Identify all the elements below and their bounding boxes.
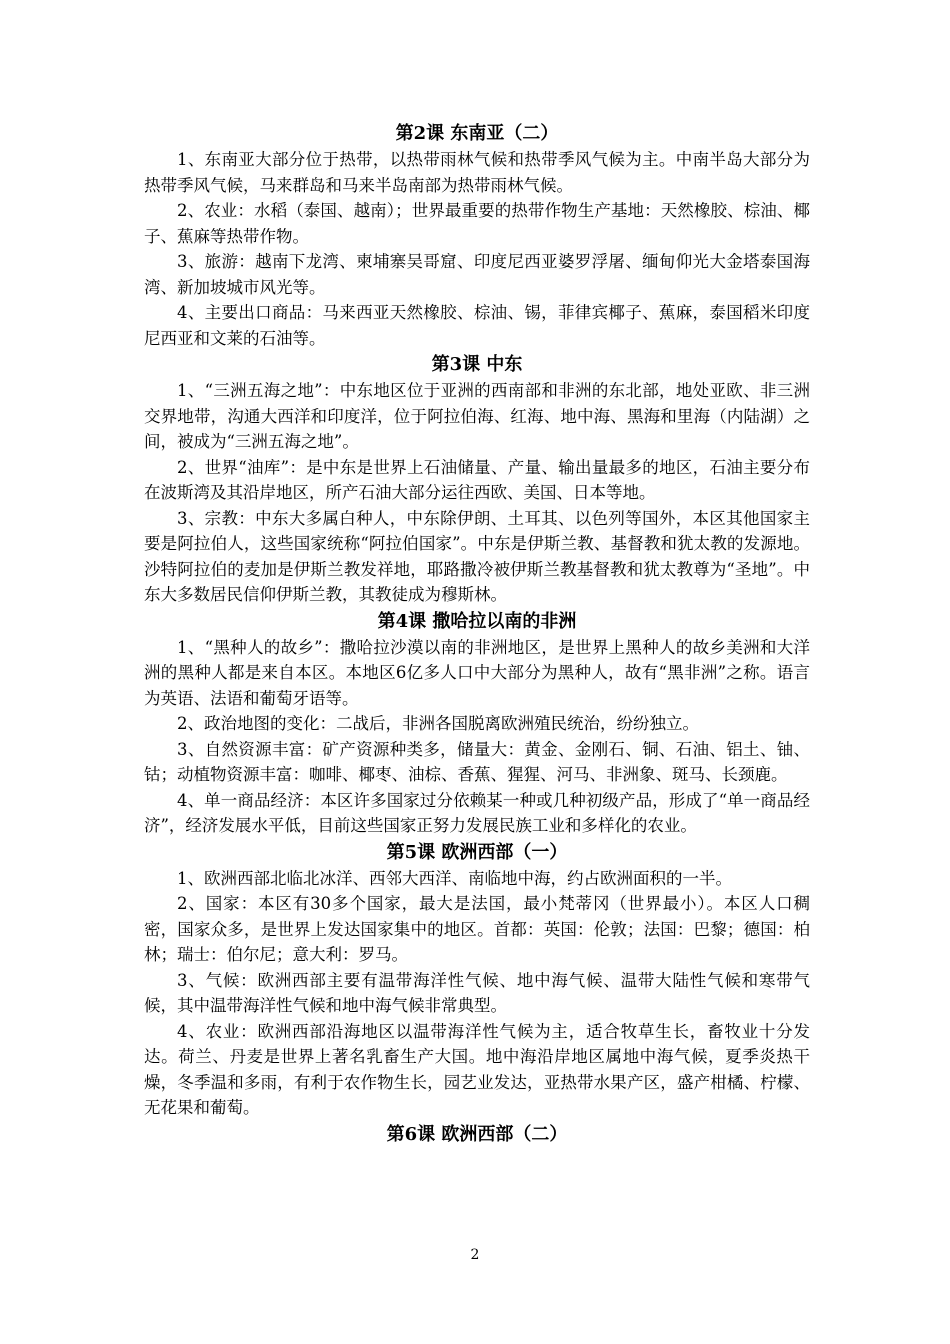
paragraph: 4、主要出口商品：马来西亚天然橡胶、棕油、锡，菲律宾椰子、蕉麻，泰国稻米印度尼西亚和文莱的石油等。 xyxy=(144,303,810,348)
paragraph: 4、农业：欧洲西部沿海地区以温带海洋性气候为主，适合牧草生长，畜牧业十分发达。荷兰、丹麦是世界上著名乳畜生产大国。地中海沿岸地区属地中海气候，夏季炎热干燥，冬季温和多雨，有利于农作物生长，园艺业发达，亚热带水果产区，盛产柑橘、柠檬、无花果和葡萄。 xyxy=(144,1021,810,1117)
paragraph: 3、旅游：越南下龙湾、柬埔寨吴哥窟、印度尼西亚婆罗浮屠、缅甸仰光大金塔泰国海湾、新加坡城市风光等。 xyxy=(144,252,810,297)
section-title: 第3课 中东 xyxy=(431,354,523,375)
paragraph: 3、宗教：中东大多属白种人，中东除伊朗、土耳其、以色列等国外，本区其他国家主要是阿拉伯人，这些国家统称“阿拉伯国家”。中东是伊斯兰教、基督教和犹太教的发源地。沙特阿拉伯的麦加是伊斯兰教发祥地，耶路撒冷被伊斯兰教基督教和犹太教尊为“圣地”。中东大多数居民信仰伊斯兰教，其教徒成为穆斯林。 xyxy=(144,508,810,604)
paragraph: 2、世界“油库”：是中东是世界上石油储量、产量、输出量最多的地区，石油主要分布在波斯湾及其沿岸地区，所产石油大部分运往西欧、美国、日本等地。 xyxy=(144,457,810,502)
paragraph: 3、自然资源丰富：矿产资源种类多，储量大：黄金、金刚石、铜、石油、铝土、铀、钴；动植物资源丰富：咖啡、椰枣、油棕、香蕉、猩猩、河马、非洲象、斑马、长颈鹿。 xyxy=(144,739,810,784)
section-title: 第5课 欧洲西部（一） xyxy=(386,841,568,863)
paragraph: 1、欧洲西部北临北冰洋、西邻大西洋、南临地中海，约占欧洲面积的一半。 xyxy=(177,868,732,888)
section-title: 第2课 东南亚（二） xyxy=(395,123,559,144)
paragraph: 1、“黑种人的故乡”：撒哈拉沙漠以南的非洲地区，是世界上黑种人的故乡美洲和大洋洲的黑种人都是来自本区。本地区6亿多人口中大部分为黑种人，故有“黑非洲”之称。语言为英语、法语和葡萄牙语等。 xyxy=(144,637,810,708)
paragraph: 1、东南亚大部分位于热带，以热带雨林气候和热带季风气候为主。中南半岛大部分为热带季风气候，马来群岛和马来半岛南部为热带雨林气候。 xyxy=(144,150,810,195)
page-number: 2 xyxy=(470,1247,480,1263)
paragraph: 2、国家：本区有30多个国家，最大是法国，最小梵蒂冈（世界最小）。本区人口稠密，国家众多，是世界上发达国家集中的地区。首都：英国：伦敦；法国：巴黎；德国：柏林；瑞士：伯尔尼；意大利：罗马。 xyxy=(144,894,810,964)
paragraph: 3、气候：欧洲西部主要有温带海洋性气候、地中海气候、温带大陆性气候和寒带气候，其中温带海洋性气候和地中海气候非常典型。 xyxy=(144,970,810,1015)
paragraph: 4、单一商品经济：本区许多国家过分依赖某一种或几种初级产品，形成了“单一商品经济”，经济发展水平低，目前这些国家正努力发展民族工业和多样化的农业。 xyxy=(144,790,810,835)
document-body xyxy=(144,120,810,1148)
section-title: 第6课 欧洲西部（二） xyxy=(386,1123,568,1145)
paragraph: 1、“三洲五海之地”：中东地区位于亚洲的西南部和非洲的东北部，地处亚欧、非三洲交界地带，沟通大西洋和印度洋，位于阿拉伯海、红海、地中海、黑海和里海（内陆湖）之间，被成为“三洲五海之地”。 xyxy=(144,381,810,451)
paragraph: 2、农业：水稻（泰国、越南）；世界最重要的热带作物生产基地：天然橡胶、棕油、椰子、蕉麻等热带作物。 xyxy=(144,201,810,246)
paragraph: 2、政治地图的变化：二战后，非洲各国脱离欧洲殖民统治，纷纷独立。 xyxy=(177,714,699,733)
section-title: 第4课 撒哈拉以南的非洲 xyxy=(377,610,577,632)
